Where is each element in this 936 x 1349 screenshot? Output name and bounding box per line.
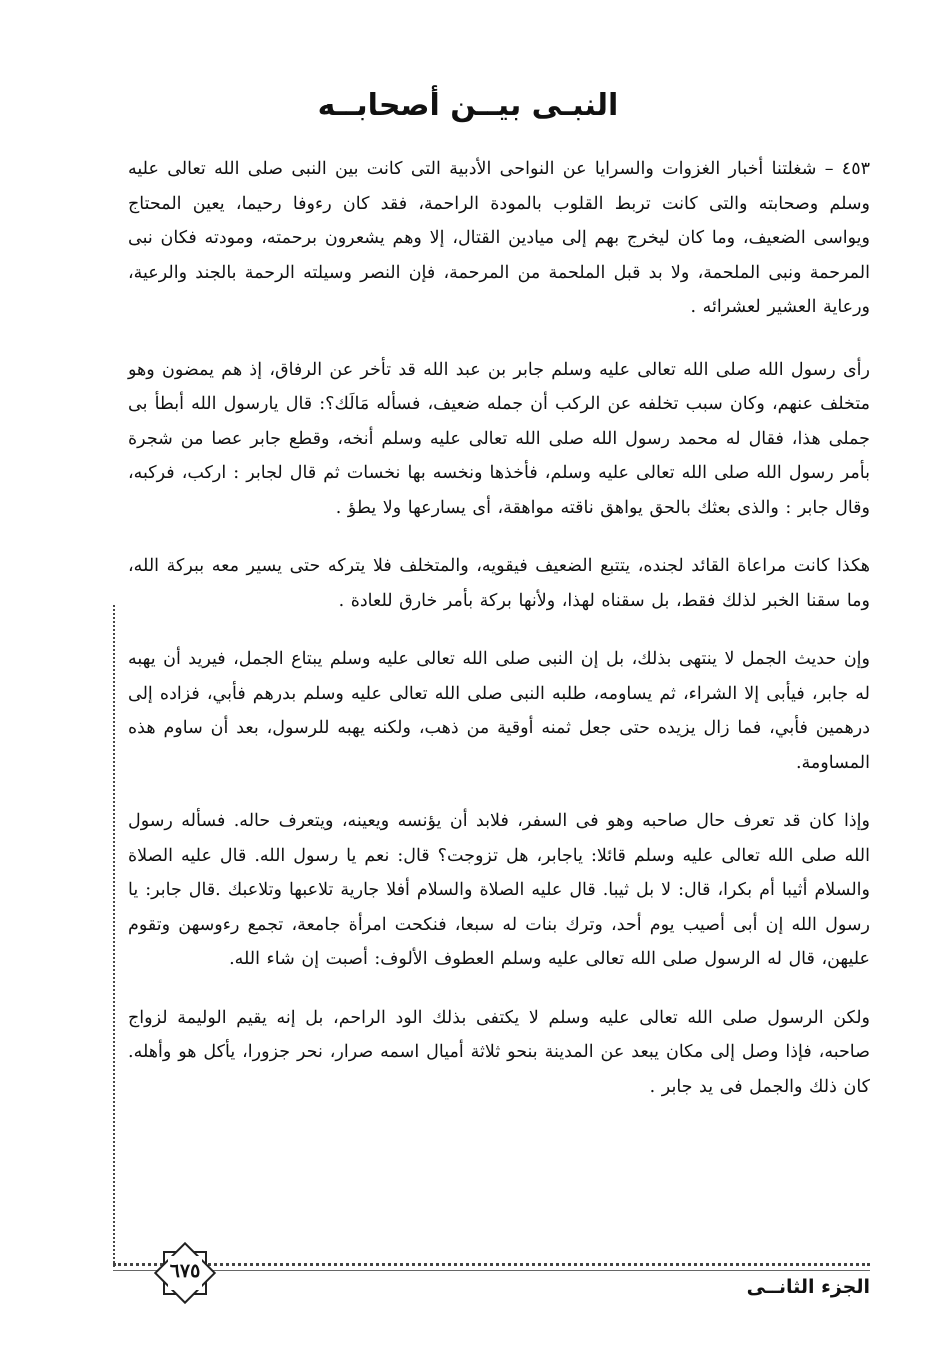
paragraph-6: ولكن الرسول صلى الله تعالى عليه وسلم لا يكتفى بذلك الود الراحم، بل إنه يقيم الوليمة لزواج صاحبه، فإذا وصل إلى مكان يبعد عن المدينة بنحو ثلاثة أميال اسمه صرار، نحر جزورا، يأكل هو وأهله. كان ذلك والجمل فى يد جابر .: [128, 1007, 870, 1097]
page-title: النبـى بيــن أصحابــه: [317, 88, 619, 123]
page-body: [128, 152, 870, 1128]
paragraph-3: هكذا كانت مراعاة القائد لجنده، يتتبع الضعيف فيقويه، والمتخلف فلا يتركه حتى يسير معه ببركة الله، وما سقنا الخبر لذلك فقط، بل سقناه لهذا، ولأنها بركة بأمر خارق للعادة .: [128, 556, 870, 611]
page-number: ٦٧٥: [169, 1260, 201, 1282]
paragraph-1: ٤٥٣ – شغلتنا أخبار الغزوات والسرايا عن النواحى الأدبية التى كانت بين النبى صلى الله تعالى عليه وسلم وصحابته والتى كانت تربط القلوب بالمودة الراحمة، فقد كان رءوفا رحيما، يعين المحتاج ويواسى الضعيف، وما كان ليخرج بهم إلى ميادين القتال، إلا وهم يشعرون برحمته، ومودته فكان نبى المرحمة ونبى الملحمة، ولا بد قبل الملحمة من المرحمة، فإن النصر وسيلته الرحمة بالجند والرعية، ورعاية العشير لعشرائه .: [128, 159, 870, 317]
paragraph-2: رأى رسول الله صلى الله تعالى عليه وسلم جابر بن عبد الله قد تأخر عن الرفاق، إذ هم يمضون وهو متخلف عنهم، وكان سبب تخلفه عن الركب أن جمله ضعيف، فسأله مَالَك؟: قال يارسول الله أبطأ بى جملى هذا، فقال له محمد رسول الله صلى الله تعالى عليه وسلم أنخه، وقطع جابر عصا من شجرة بأمر رسول الله صلى الله تعالى عليه وسلم، فأخذها ونخسه بها نخسات ثم قال لجابر : اركب، فركبه، وقال جابر : والذى بعثك بالحق يواهق ناقته مواهقة، أى يسارعها ولا يطؤ .: [128, 359, 870, 518]
footer-rule-dotted: [113, 1263, 870, 1266]
paragraph-4: وإن حديث الجمل لا ينتهى بذلك، بل إن النبى صلى الله تعالى عليه وسلم يبتاع الجمل، فيريد أن يهبه له جابر، فيأبى إلا الشراء، ثم يساومه، طلبه النبى صلى الله تعالى عليه وسلم بدرهم فأبي، فزاده إلى درهمين فأبي، فما زال يزيده حتى جعل ثمنه أوقية من ذهب، ولكنه يهبه للرسول، بعد أن ساوم هذه المساومة.: [128, 649, 870, 773]
part-label: الجزء الثانــى: [746, 1276, 870, 1298]
paragraph-5: وإذا كان قد تعرف حال صاحبه وهو فى السفر، فلابد أن يؤنسه ويعينه، ويتعرف حاله. فسأله رسول الله صلى الله تعالى عليه وسلم قائلا: ياجابر، هل تزوجت؟ قال: نعم يا رسول الله. قال عليه الصلاة والسلام أثيبا أم بكرا، قال: لا بل ثيبا. قال عليه الصلاة والسلام أفلا جارية تلاعبها وتلاعبك .قال جابر: يا رسول الله إن أبى أصيب يوم أحد، وترك بنات له سبعا، فنكحت امرأة جامعة، تجمع رءوسهن وتقوم عليهن، قال له الرسول صلى الله تعالى عليه وسلم العطوف الألوف: أصبت إن شاء الله.: [128, 811, 870, 969]
page-number-badge: [150, 1238, 220, 1308]
margin-rule-vertical: [113, 605, 115, 1267]
footer-rule-solid: [113, 1270, 870, 1271]
